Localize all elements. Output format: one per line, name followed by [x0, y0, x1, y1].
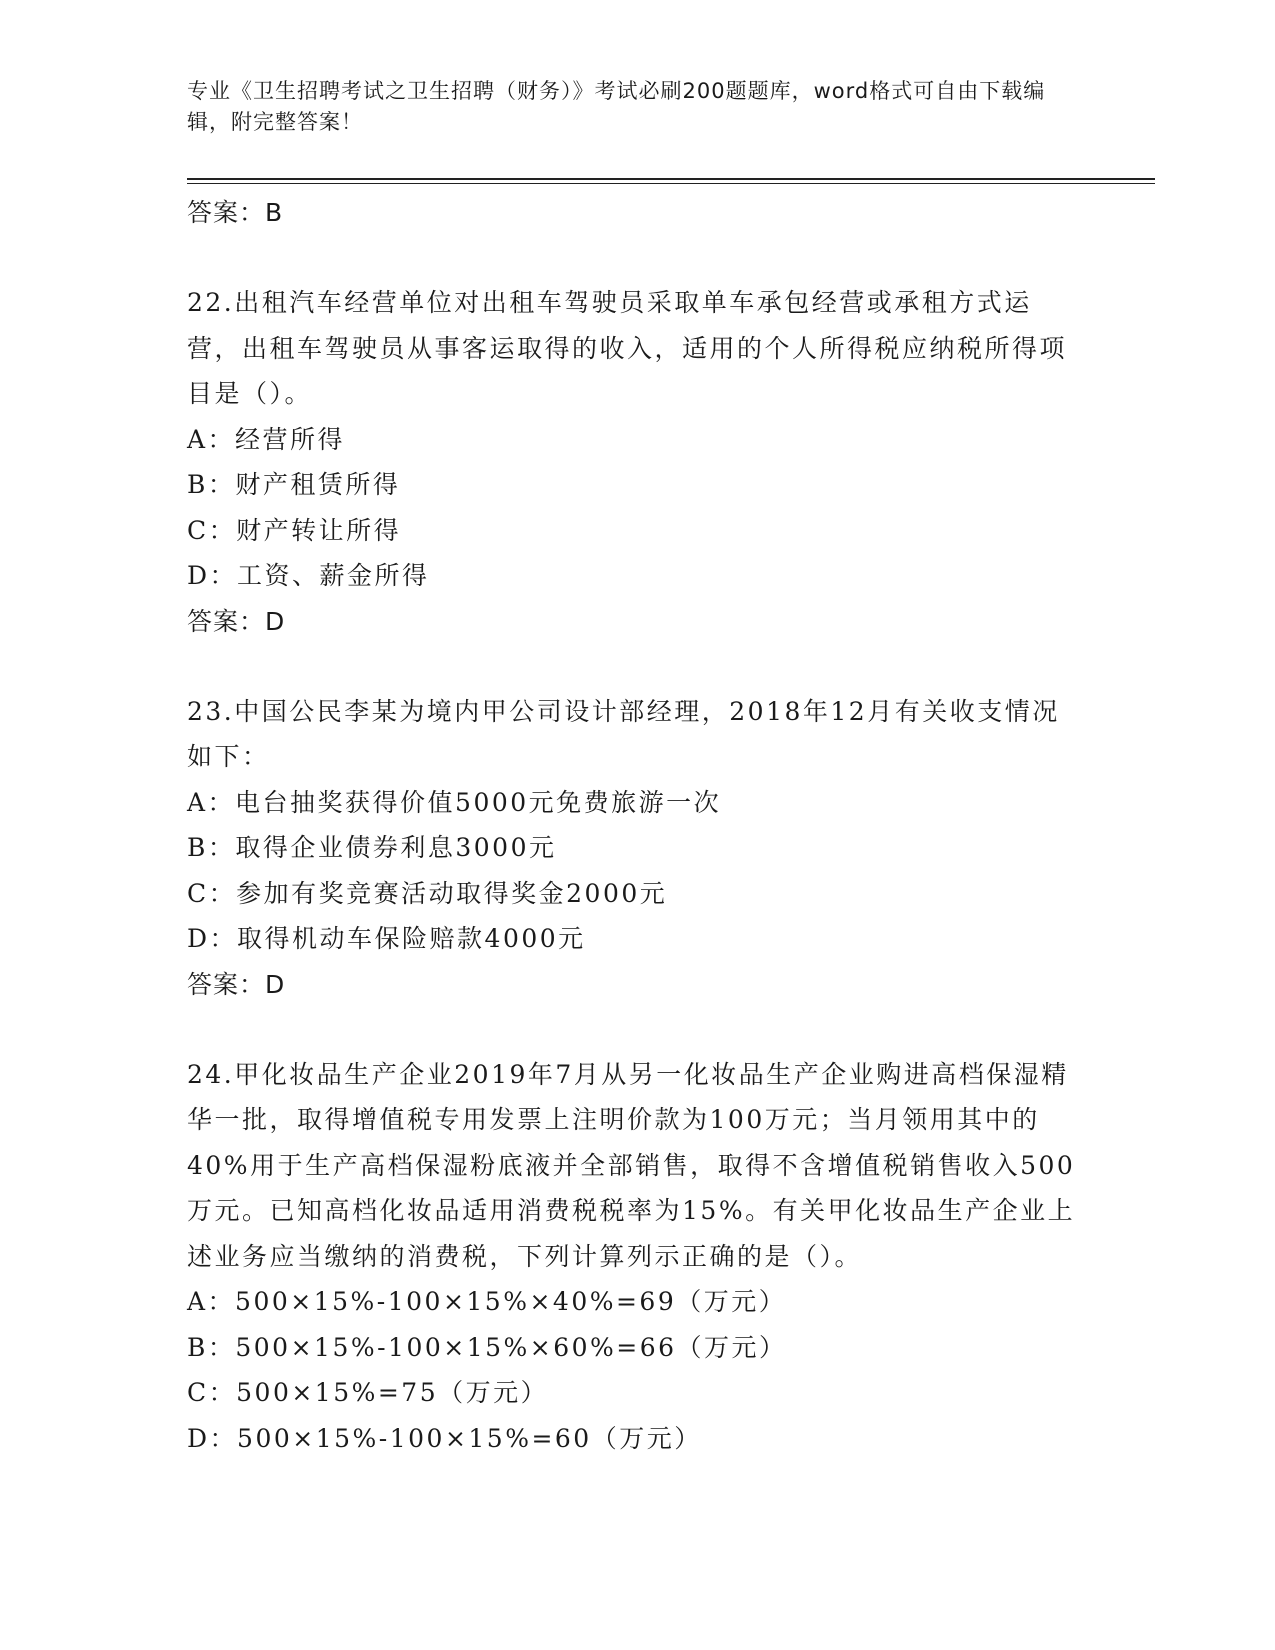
document-body — [187, 190, 1077, 1461]
q24-option-c: C：500×15%=75（万元） — [187, 1378, 549, 1407]
q23-option-c: C：参加有奖竞赛活动取得奖金2000元 — [187, 878, 668, 908]
answer-q22: 答案：D — [187, 606, 286, 636]
question-22: 22.出租汽车经营单位对出租车驾驶员采取单车承包经营或承租方式运营，出租车驾驶员从事客运取得的收入，适用的个人所得税应纳税所得项目是（）。 — [187, 288, 1068, 408]
q23-option-a: A：电台抽奖获得价值5000元免费旅游一次 — [187, 787, 722, 817]
q24-option-a: A：500×15%-100×15%×40%=69（万元） — [187, 1287, 787, 1316]
q24-option-d: D：500×15%-100×15%=60（万元） — [187, 1423, 702, 1453]
answer-q21: 答案：B — [187, 198, 284, 227]
q23-option-d: D：取得机动车保险赔款4000元 — [187, 924, 586, 953]
q22-option-d: D：工资、薪金所得 — [187, 561, 430, 590]
answer-q23: 答案：D — [187, 969, 286, 999]
q22-option-b: B：财产租赁所得 — [187, 470, 401, 499]
q22-option-a: A：经营所得 — [187, 424, 346, 454]
question-23: 23.中国公民李某为境内甲公司设计部经理，2018年12月有关收支情况如下： — [187, 696, 1060, 771]
q23-option-b: B：取得企业债券利息3000元 — [187, 833, 557, 862]
header-rule-thick — [187, 178, 1155, 180]
page-header: 专业《卫生招聘考试之卫生招聘（财务）》考试必刷200题题库，word格式可自由下载编辑，附完整答案！ — [187, 79, 1046, 134]
spacer — [187, 1007, 1077, 1052]
q24-option-b: B：500×15%-100×15%×60%=66（万元） — [187, 1332, 787, 1362]
header-rule-thin — [187, 183, 1155, 184]
spacer — [187, 644, 1077, 689]
spacer — [187, 235, 1077, 280]
q22-option-c: C：财产转让所得 — [187, 515, 402, 545]
question-24: 24.甲化妆品生产企业2019年7月从另一化妆品生产企业购进高档保湿精华一批，取得增值税专用发票上注明价款为100万元；当月领用其中的40%用于生产高档保湿粉底液并全部销售，取得不含增值税销售收入500万元。已知高档化妆品适用消费税税率为15%。有关甲化妆品生产企业上述业务应当缴纳的消费税，下列计算列示正确的是（）。 — [187, 1059, 1076, 1271]
